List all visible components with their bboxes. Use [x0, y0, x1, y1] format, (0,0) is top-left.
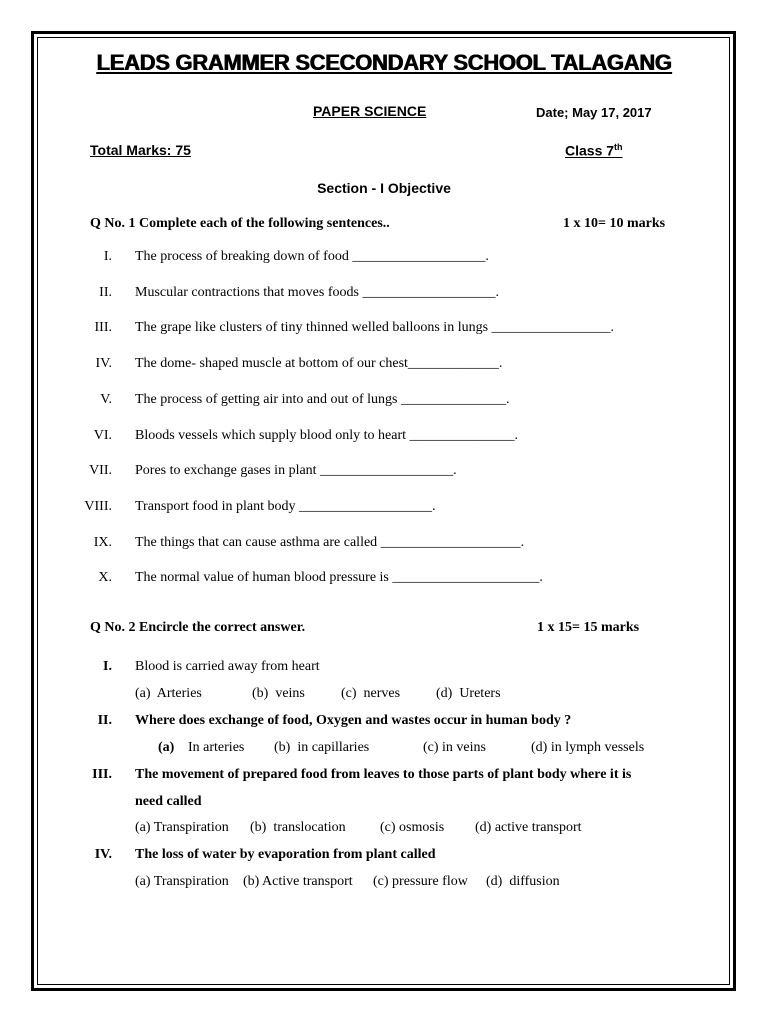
q2-option: (b) Active transport: [243, 874, 353, 889]
q2-question: The movement of prepared food from leaves to those parts of plant body where it is: [135, 767, 632, 782]
q1-item-text: The grape like clusters of tiny thinned welled balloons in lungs _________________.: [135, 320, 615, 335]
q2-option: (d) in lymph vessels: [531, 740, 645, 755]
q2-question: The loss of water by evaporation from plant called: [135, 847, 436, 862]
q2-option: (b) veins: [252, 686, 305, 701]
q2-question-continued: need called: [135, 794, 202, 809]
q1-item-text: Muscular contractions that moves foods ___________________.: [135, 285, 499, 300]
q2-option: (c) osmosis: [380, 820, 445, 835]
q1-item-number: III.: [94, 320, 112, 335]
class-superscript: th: [614, 142, 623, 152]
total-marks: Total Marks: 75: [90, 142, 191, 158]
q2-option: (d) diffusion: [486, 874, 560, 889]
q1-item-text: The process of getting air into and out of lungs _______________.: [135, 392, 510, 407]
q2-item-number: I.: [103, 659, 112, 674]
q2-item-number: II.: [97, 713, 112, 728]
q1-item-text: The normal value of human blood pressure is _____________________.: [135, 570, 543, 585]
q1-item-text: The process of breaking down of food ___________________.: [135, 249, 489, 264]
q2-option: (c) pressure flow: [373, 874, 468, 889]
q1-item-number: VI.: [93, 428, 112, 443]
q1-item-text: Transport food in plant body ___________________.: [135, 499, 436, 514]
q1-marks: 1 x 10= 10 marks: [563, 216, 666, 231]
q1-item-number: II.: [99, 285, 112, 300]
q1-item-number: IV.: [95, 356, 112, 371]
q1-item-number: IX.: [93, 535, 112, 550]
class-label: [565, 142, 623, 159]
q1-item-number: VII.: [89, 463, 112, 478]
q1-item-number: VIII.: [84, 499, 112, 514]
q2-marks: 1 x 15= 15 marks: [537, 620, 640, 635]
q1-item-number: X.: [98, 570, 112, 585]
q2-option-label: (a): [158, 740, 175, 755]
q2-item-number: III.: [92, 767, 112, 782]
q1-item-text: Pores to exchange gases in plant ___________________.: [135, 463, 457, 478]
class-text: Class 7: [565, 142, 615, 159]
q2-option: (b) in capillaries: [274, 740, 370, 755]
q1-heading: Q No. 1 Complete each of the following sentences..: [90, 216, 390, 231]
q2-option: (c) nerves: [341, 686, 401, 701]
q1-item-text: The dome- shaped muscle at bottom of our chest_____________.: [135, 356, 503, 371]
q2-option: In arteries: [188, 740, 245, 755]
q2-heading: Q No. 2 Encircle the correct answer.: [90, 620, 306, 635]
q1-item-text: The things that can cause asthma are called ____________________.: [135, 535, 525, 550]
q2-option: (c) in veins: [423, 740, 486, 755]
q2-option: (a) Arteries: [135, 686, 202, 701]
q2-option: (d) Ureters: [436, 686, 501, 701]
q1-item-number: I.: [103, 249, 112, 264]
q2-option: (a) Transpiration: [135, 820, 229, 835]
q2-option: (b) translocation: [250, 820, 346, 835]
exam-date: Date; May 17, 2017: [536, 105, 652, 120]
paper-title: PAPER SCIENCE: [313, 103, 427, 119]
school-title: LEADS GRAMMER SCECONDARY SCHOOL TALAGANG: [96, 50, 672, 75]
q2-option: (d) active transport: [475, 820, 582, 835]
q2-item-number: IV.: [94, 847, 112, 862]
q2-question: Where does exchange of food, Oxygen and wastes occur in human body ?: [135, 713, 572, 728]
section-title: Section - I Objective: [317, 180, 451, 196]
q1-item-number: V.: [100, 392, 112, 407]
q1-item-text: Bloods vessels which supply blood only to heart _______________.: [135, 428, 519, 443]
q2-option: (a) Transpiration: [135, 874, 229, 889]
q2-question: Blood is carried away from heart: [135, 659, 320, 674]
